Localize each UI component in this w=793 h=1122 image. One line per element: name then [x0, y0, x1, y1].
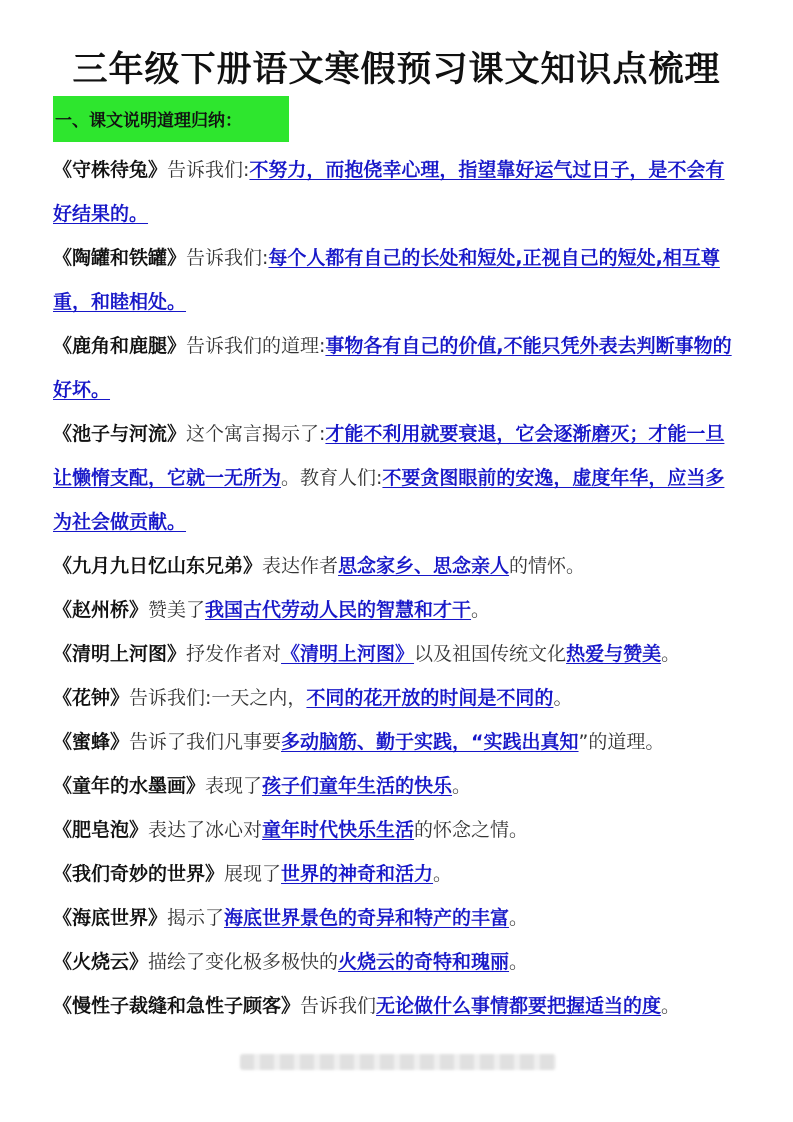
explanation-text: 。: [553, 687, 573, 709]
explanation-text: 告诉了我们凡事要: [129, 731, 282, 753]
explanation-text: 。: [661, 643, 681, 665]
explanation-text: 告诉我们:: [186, 247, 269, 269]
lesson-title: 《蜜蜂》: [53, 731, 130, 753]
lesson-entry: [53, 632, 743, 676]
key-point: 无论做什么事情都要把握适当的度: [376, 995, 662, 1017]
lesson-entry: [53, 984, 743, 1028]
explanation-text: 。教育人们:: [281, 467, 383, 489]
key-point: 《清明上河图》: [281, 643, 415, 665]
lesson-title: 《陶罐和铁罐》: [53, 247, 187, 269]
key-point: 不要贪图眼前的安逸，虚度年华，应当多为社会做贡献。: [53, 467, 725, 533]
page-title: 三年级下册语文寒假预习课文知识点梳理: [72, 50, 721, 90]
lesson-title: 《守株待兔》: [53, 159, 168, 181]
explanation-text: 表达作者: [262, 555, 339, 577]
key-point: 思念家乡、思念亲人: [338, 555, 510, 577]
lesson-title: 《赵州桥》: [53, 599, 149, 621]
lesson-entry: [53, 148, 743, 236]
explanation-text: 的怀念之情。: [414, 819, 529, 841]
explanation-text: 揭示了: [167, 907, 225, 929]
lesson-title: 《慢性子裁缝和急性子顾客》: [53, 995, 301, 1017]
lesson-entry: [53, 720, 743, 764]
explanation-text: 展现了: [224, 863, 282, 885]
entry-list: [53, 148, 743, 1028]
explanation-text: 抒发作者对: [186, 643, 282, 665]
lesson-title: 《童年的水墨画》: [53, 775, 206, 797]
lesson-title: 《花钟》: [53, 687, 130, 709]
lesson-entry: [53, 940, 743, 984]
key-point: 每个人都有自己的长处和短处,正视自己的短处,相互尊重，和睦相处。: [53, 247, 720, 313]
lesson-title: 《火烧云》: [53, 951, 149, 973]
lesson-title: 《九月九日忆山东兄弟》: [53, 555, 263, 577]
explanation-text: 。: [509, 907, 529, 929]
explanation-text: 告诉我们: [300, 995, 377, 1017]
explanation-text: 告诉我们的道理:: [186, 335, 326, 357]
lesson-title: 《鹿角和鹿腿》: [53, 335, 187, 357]
explanation-text: 赞美了: [148, 599, 206, 621]
key-point: 多动脑筋、勤于实践，“实践出真知: [281, 731, 579, 753]
key-point: 才能不利用就要衰退，它会逐渐磨灭；才能一旦让懒惰支配，它就一无所为: [53, 423, 725, 489]
key-point: 热爱与赞美: [566, 643, 662, 665]
key-point: 不同的花开放的时间是不同的: [306, 687, 554, 709]
explanation-text: 表达了冰心对: [148, 819, 263, 841]
explanation-text: 。: [471, 599, 491, 621]
key-point: 海底世界景色的奇异和特产的丰富: [224, 907, 510, 929]
lesson-entry: [53, 852, 743, 896]
explanation-text: 以及祖国传统文化: [414, 643, 567, 665]
lesson-entry: [53, 896, 743, 940]
lesson-entry: [53, 412, 743, 544]
lesson-entry: [53, 588, 743, 632]
lesson-entry: [53, 808, 743, 852]
key-point: 童年时代快乐生活: [262, 819, 415, 841]
key-point: 世界的神奇和活力: [281, 863, 434, 885]
lesson-entry: [53, 676, 743, 720]
section-heading: 一、课文说明道理归纳：: [53, 96, 289, 142]
key-point: 火烧云的奇特和瑰丽: [338, 951, 510, 973]
explanation-text: 。: [452, 775, 472, 797]
explanation-text: 。: [509, 951, 529, 973]
lesson-title: 《肥皂泡》: [53, 819, 149, 841]
lesson-entry: [53, 324, 743, 412]
explanation-text: 。: [433, 863, 453, 885]
key-point: 不努力，而抱侥幸心理，指望靠好运气过日子，是不会有好结果的。: [53, 159, 725, 225]
explanation-text: 的情怀。: [509, 555, 586, 577]
key-point: 孩子们童年生活的快乐: [262, 775, 453, 797]
key-point: 事物各有自己的价值,不能只凭外表去判断事物的好坏。: [53, 335, 732, 401]
explanation-text: 描绘了变化极多极快的: [148, 951, 339, 973]
lesson-entry: [53, 764, 743, 808]
lesson-title: 《我们奇妙的世界》: [53, 863, 225, 885]
blurred-watermark: [240, 1054, 556, 1070]
explanation-text: 告诉我们:一天之内，: [129, 687, 307, 709]
explanation-text: 表现了: [205, 775, 263, 797]
lesson-title: 《清明上河图》: [53, 643, 187, 665]
lesson-title: 《池子与河流》: [53, 423, 187, 445]
lesson-entry: [53, 236, 743, 324]
explanation-text: ”的道理。: [578, 731, 665, 753]
lesson-entry: [53, 544, 743, 588]
explanation-text: 这个寓言揭示了:: [186, 423, 326, 445]
key-point: 我国古代劳动人民的智慧和才干: [205, 599, 472, 621]
explanation-text: 告诉我们:: [167, 159, 250, 181]
lesson-title: 《海底世界》: [53, 907, 168, 929]
explanation-text: 。: [661, 995, 681, 1017]
